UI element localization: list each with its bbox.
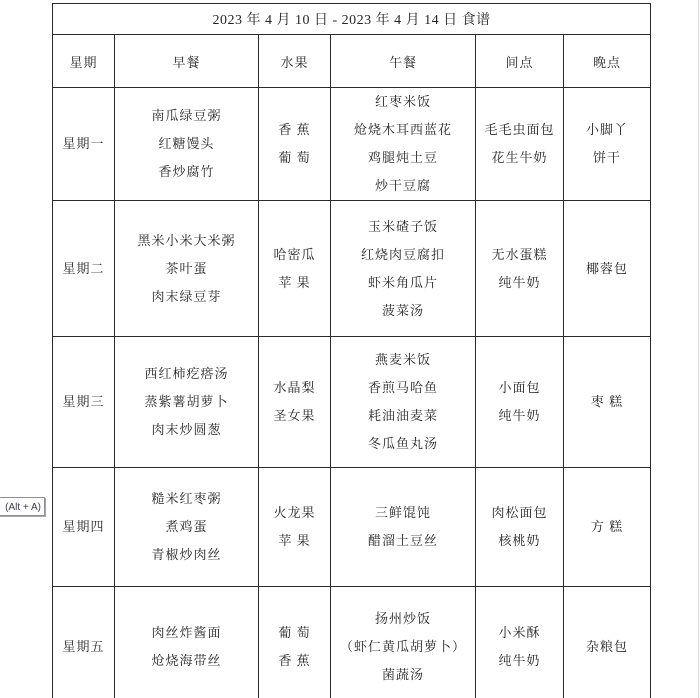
lunch-cell <box>331 88 476 201</box>
menu-item-line: 肉丝炸酱面 <box>151 624 222 640</box>
table-title: 2023 年 4 月 10 日 - 2023 年 4 月 14 日 食谱 <box>53 4 651 35</box>
menu-item-line: 星期二 <box>62 260 105 276</box>
evening-cell <box>564 337 651 468</box>
lunch-cell <box>331 337 476 468</box>
col-header-day: 星期 <box>53 35 115 88</box>
menu-item-line: 小米酥 <box>498 624 541 640</box>
lunch-cell <box>331 468 476 587</box>
menu-item-line: 小脚丫 <box>586 122 629 137</box>
menu-item-line: 苹 果 <box>278 533 311 548</box>
breakfast-cell <box>115 587 259 698</box>
evening-cell <box>564 201 651 337</box>
menu-item-line: 香炒腐竹 <box>158 164 215 179</box>
breakfast-cell <box>115 337 259 468</box>
menu-item-line: 炒干豆腐 <box>374 178 431 193</box>
menu-item-line: 星期四 <box>62 519 105 534</box>
menu-item-line: 西红柿疙瘩汤 <box>144 366 229 381</box>
shortcut-tooltip-label: (Alt + A) <box>5 502 41 513</box>
menu-item-line: 红烧肉豆腐扣 <box>360 246 445 262</box>
table-row <box>53 587 651 698</box>
menu-item-line: 纯牛奶 <box>498 408 541 423</box>
snack-cell <box>476 587 564 698</box>
menu-item-line: 炝烧木耳西蓝花 <box>353 122 452 137</box>
col-header-evening: 晚点 <box>564 35 651 88</box>
menu-item-line: 煮鸡蛋 <box>165 519 208 534</box>
menu-item-line: 枣 糕 <box>590 394 624 409</box>
fruit-cell <box>259 201 331 337</box>
fruit-cell <box>259 587 331 698</box>
day-cell <box>53 468 115 587</box>
menu-item-line: 蒸紫薯胡萝卜 <box>144 394 229 409</box>
snack-cell <box>476 337 564 468</box>
menu-item-line: 香煎马哈鱼 <box>367 380 438 395</box>
evening-cell <box>564 88 651 201</box>
menu-item-line: 苹 果 <box>278 274 311 290</box>
breakfast-cell <box>115 88 259 201</box>
menu-item-line: 纯牛奶 <box>498 652 541 668</box>
menu-item-line: 三鲜馄饨 <box>374 505 431 520</box>
menu-item-line: 肉末炒圆葱 <box>151 422 222 437</box>
menu-item-line: 香 蕉 <box>278 122 311 137</box>
day-cell <box>53 88 115 201</box>
menu-item-line: 虾米角瓜片 <box>367 274 438 290</box>
menu-item-line: 红糖馒头 <box>158 136 215 151</box>
snack-cell <box>476 201 564 337</box>
header-row <box>53 35 651 88</box>
menu-item-line: 肉末绿豆芽 <box>151 288 222 304</box>
snack-cell <box>476 88 564 201</box>
menu-item-line: 小面包 <box>498 380 541 395</box>
menu-item-line: 鸡腿炖土豆 <box>367 150 438 165</box>
day-cell <box>53 201 115 337</box>
menu-item-line: 星期三 <box>62 394 105 409</box>
menu-item-line: 花生牛奶 <box>491 150 548 165</box>
menu-item-line: 葡 萄 <box>278 150 311 165</box>
menu-item-line: 水晶梨 <box>273 380 316 395</box>
menu-item-line: 黑米小米大米粥 <box>137 232 236 248</box>
menu-item-line: 杂粮包 <box>586 638 629 654</box>
day-cell <box>53 337 115 468</box>
menu-item-line: 醋溜土豆丝 <box>367 533 438 548</box>
menu-item-line: 耗油油麦菜 <box>367 408 438 423</box>
breakfast-cell <box>115 201 259 337</box>
table-row <box>53 337 651 468</box>
menu-item-line: 冬瓜鱼丸汤 <box>367 436 438 451</box>
col-header-fruit: 水果 <box>259 35 331 88</box>
menu-item-line: 茶叶蛋 <box>165 260 208 276</box>
menu-item-line: 圣女果 <box>273 408 316 423</box>
evening-cell <box>564 587 651 698</box>
title-row <box>53 4 651 35</box>
menu-item-line: 饼干 <box>593 150 622 165</box>
fruit-cell <box>259 337 331 468</box>
menu-item-line: 无水蛋糕 <box>491 246 548 262</box>
evening-cell <box>564 468 651 587</box>
day-cell <box>53 587 115 698</box>
menu-item-line: 糙米红枣粥 <box>151 491 222 506</box>
lunch-cell <box>331 587 476 698</box>
menu-item-line: 红枣米饭 <box>374 94 431 109</box>
menu-item-line: 方 糕 <box>590 519 624 534</box>
menu-item-line: 星期一 <box>62 136 105 151</box>
menu-item-line: 香 蕉 <box>278 652 311 668</box>
menu-item-line: （虾仁黄瓜胡萝卜） <box>339 638 466 654</box>
snack-cell <box>476 468 564 587</box>
menu-table <box>52 3 651 698</box>
menu-item-line: 毛毛虫面包 <box>484 122 555 137</box>
window-edge-line <box>698 0 699 698</box>
menu-item-line: 肉松面包 <box>491 505 548 520</box>
menu-item-line: 火龙果 <box>273 505 316 520</box>
table-row <box>53 88 651 201</box>
menu-item-line: 炝烧海带丝 <box>151 652 222 668</box>
col-header-snack: 间点 <box>476 35 564 88</box>
menu-item-line: 菌蔬汤 <box>381 666 424 682</box>
table-row <box>53 201 651 337</box>
table-row <box>53 468 651 587</box>
fruit-cell <box>259 468 331 587</box>
breakfast-cell <box>115 468 259 587</box>
menu-item-line: 燕麦米饭 <box>374 352 431 367</box>
col-header-lunch: 午餐 <box>331 35 476 88</box>
menu-item-line: 南瓜绿豆粥 <box>151 108 222 123</box>
menu-item-line: 菠菜汤 <box>381 302 424 318</box>
col-header-breakfast: 早餐 <box>115 35 259 88</box>
shortcut-tooltip <box>0 497 45 516</box>
menu-item-line: 青椒炒肉丝 <box>151 547 222 562</box>
lunch-cell <box>331 201 476 337</box>
fruit-cell <box>259 88 331 201</box>
menu-item-line: 玉米碴子饭 <box>367 218 438 234</box>
menu-item-line: 纯牛奶 <box>498 274 541 290</box>
menu-item-line: 葡 萄 <box>278 624 311 640</box>
menu-item-line: 椰蓉包 <box>586 260 629 276</box>
menu-item-line: 核桃奶 <box>498 533 541 548</box>
menu-item-line: 扬州炒饭 <box>374 610 431 626</box>
menu-item-line: 哈密瓜 <box>273 246 316 262</box>
menu-item-line: 星期五 <box>62 638 105 654</box>
